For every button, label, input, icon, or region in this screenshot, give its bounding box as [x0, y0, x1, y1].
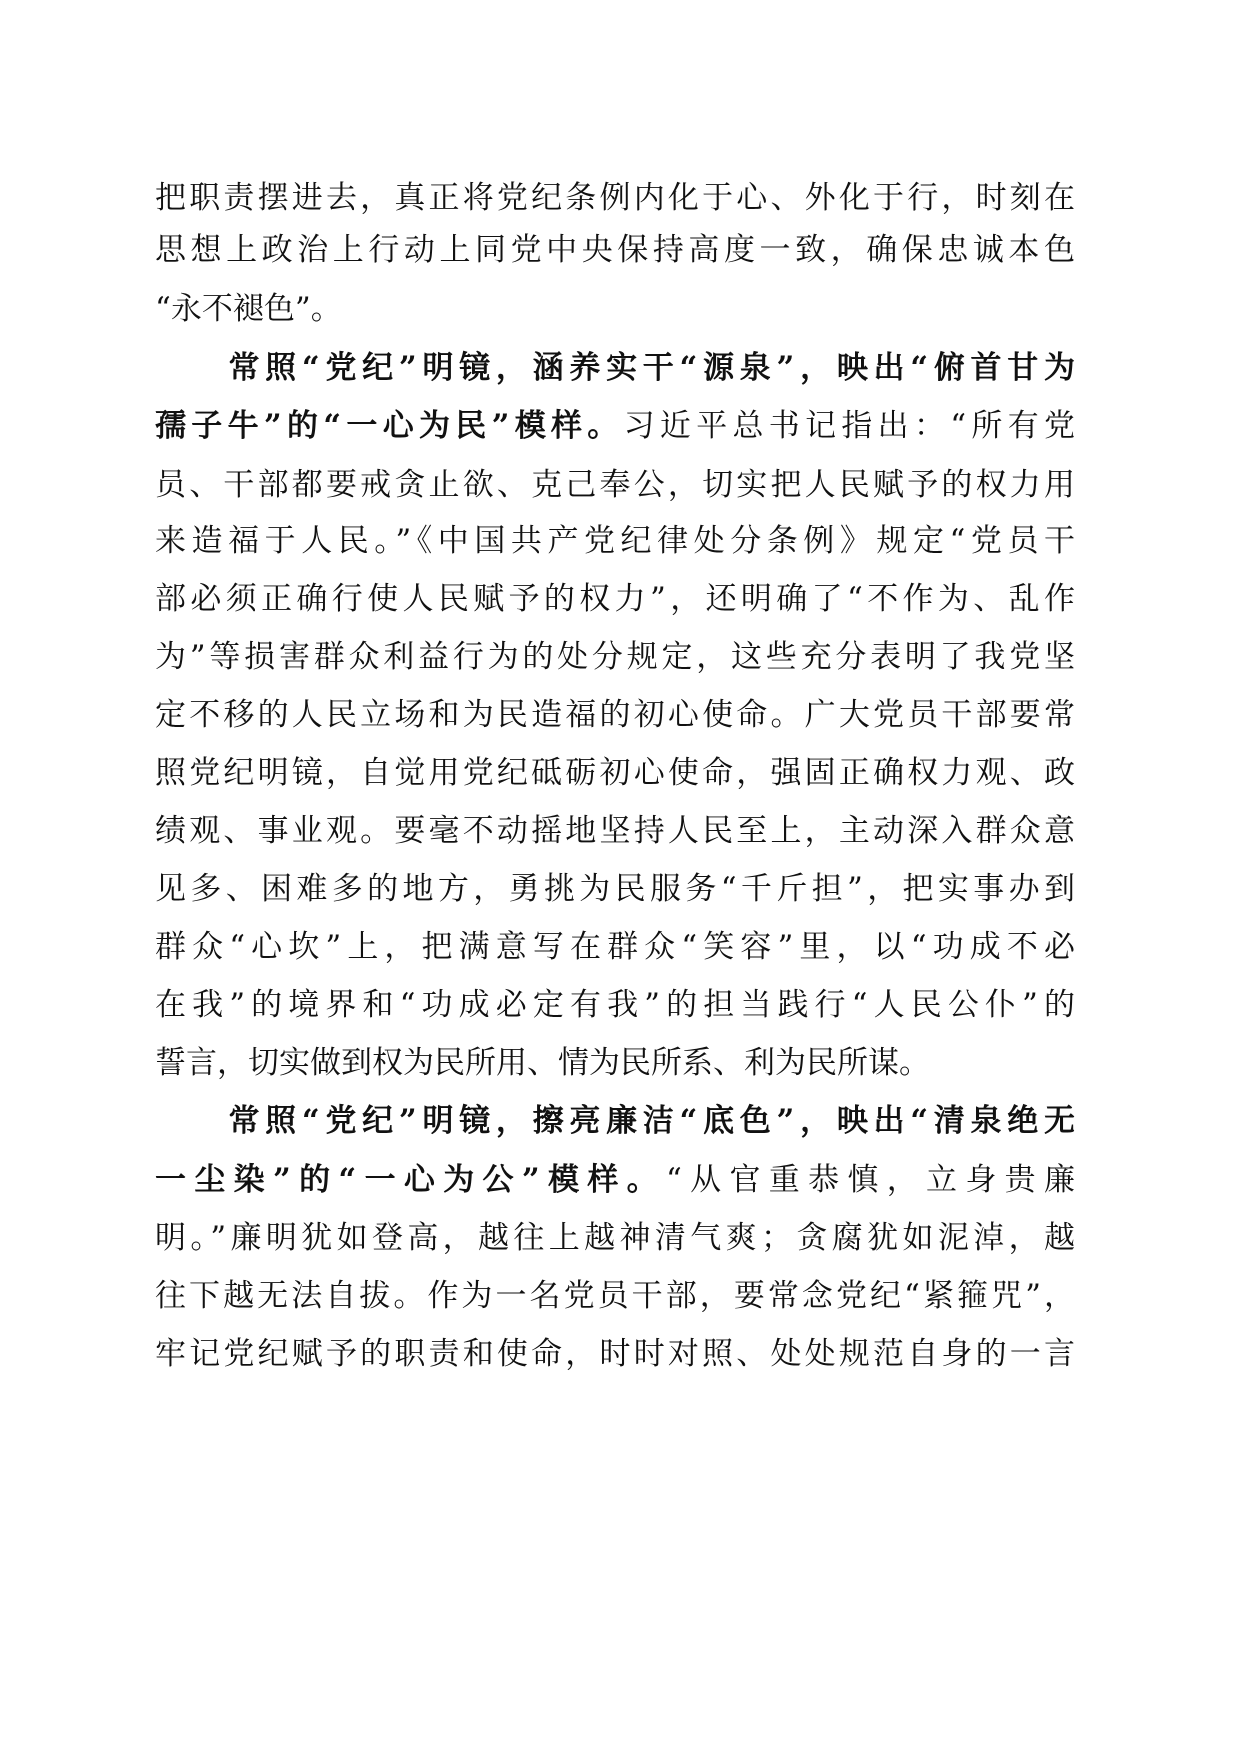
text-segment: 往下越无法自拔。作为一名党员干部，要常念党纪“紧箍咒”，: [155, 1278, 1075, 1314]
text-segment: 来造福于人民。”《中国共产党纪律处分条例》规定“党员干: [155, 523, 1075, 559]
text-line: [155, 289, 1075, 329]
text-line: [155, 521, 1075, 561]
text-line: [155, 985, 1075, 1025]
text-line: [155, 869, 1075, 909]
text-line: [155, 1160, 1075, 1200]
text-line: [155, 406, 1075, 446]
text-segment: 明。”廉明犹如登高，越往上越神清气爽；贪腐犹如泥淖，越: [155, 1220, 1075, 1256]
text-segment: “永不褪色”。: [155, 291, 342, 327]
text-line: [155, 465, 1075, 505]
text-segment: 定不移的人民立场和为民造福的初心使命。广大党员干部要常: [155, 697, 1075, 733]
text-line: [155, 579, 1075, 619]
text-line: [155, 178, 1075, 218]
text-segment: “从官重恭慎，立身贵廉: [665, 1162, 1075, 1198]
text-segment: 把职责摆进去，真正将党纪条例内化于心、外化于行，时刻在: [155, 180, 1075, 216]
text-segment: 誓言，切实做到权为民所用、情为民所系、利为民所谋。: [155, 1045, 930, 1081]
text-line: [155, 753, 1075, 793]
text-segment: 习近平总书记指出：“所有党: [623, 408, 1075, 444]
text-segment: 群众“心坎”上，把满意写在群众“笑容”里，以“功成不必: [155, 929, 1075, 965]
text-segment: 思想上政治上行动上同党中央保持高度一致，确保忠诚本色: [155, 232, 1075, 268]
text-line: [155, 695, 1075, 735]
section-heading: 一尘染”的“一心为公”模样。: [155, 1162, 666, 1198]
text-line: [155, 637, 1075, 677]
text-segment: 绩观、事业观。要毫不动摇地坚持人民至上，主动深入群众意: [155, 813, 1075, 849]
text-line: [155, 927, 1075, 967]
text-segment: 见多、困难多的地方，勇挑为民服务“千斤担”，把实事办到: [155, 871, 1075, 907]
text-line: [155, 1334, 1075, 1374]
text-line: [155, 1276, 1075, 1316]
section-heading-line: [155, 1101, 1075, 1141]
text-segment: 照党纪明镜，自觉用党纪砥砺初心使命，强固正确权力观、政: [155, 755, 1075, 791]
text-segment: 部必须正确行使人民赋予的权力”，还明确了“不作为、乱作: [155, 581, 1075, 617]
section-heading: 常照“党纪”明镜，涵养实干“源泉”，映出“俯首甘为: [155, 350, 1075, 386]
text-line: [155, 1218, 1075, 1258]
section-heading-line: [155, 348, 1075, 388]
section-heading: 孺子牛”的“一心为民”模样。: [155, 408, 624, 444]
text-segment: 牢记党纪赋予的职责和使命，时时对照、处处规范自身的一言: [155, 1336, 1075, 1372]
text-segment: 员、干部都要戒贪止欲、克己奉公，切实把人民赋予的权力用: [155, 467, 1075, 503]
section-heading: 常照“党纪”明镜，擦亮廉洁“底色”，映出“清泉绝无: [155, 1103, 1075, 1139]
text-segment: 在我”的境界和“功成必定有我”的担当践行“人民公仆”的: [155, 987, 1075, 1023]
text-line: [155, 1043, 1075, 1083]
text-line: [155, 811, 1075, 851]
text-line: [155, 230, 1075, 270]
text-segment: 为”等损害群众利益行为的处分规定，这些充分表明了我党坚: [155, 639, 1075, 675]
